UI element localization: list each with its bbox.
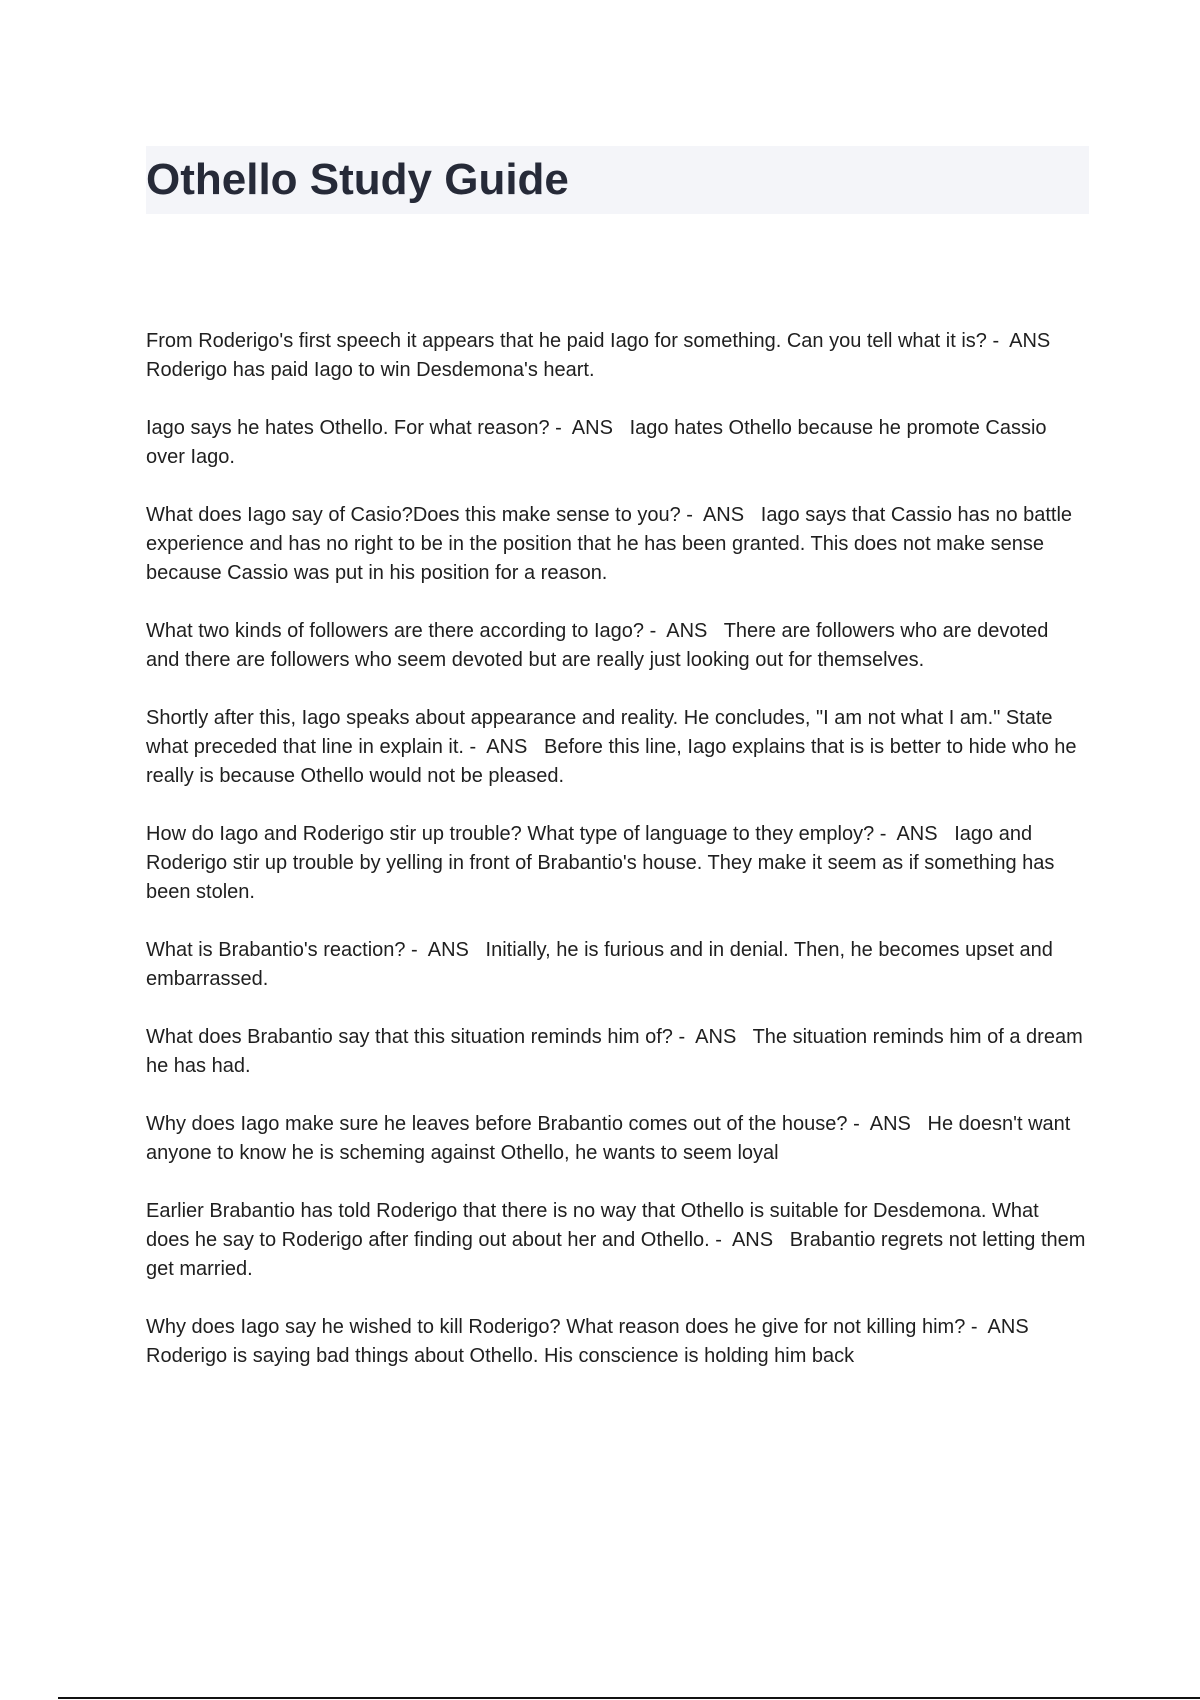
qa-item: What two kinds of followers are there according to Iago? - ANS There are followers who are devoted and there are followers who seem devoted but are really just looking out for themselves. <box>146 620 1054 671</box>
footer-divider <box>58 1697 1200 1699</box>
qa-item: Iago says he hates Othello. For what reason? - ANS Iago hates Othello because he promote Cassio over Iago. <box>146 417 1053 468</box>
qa-list <box>146 327 1092 1400</box>
qa-item: Why does Iago make sure he leaves before Brabantio comes out of the house? - ANS He doesn't want anyone to know he is scheming against Othello, he wants to seem loyal <box>146 1113 1076 1164</box>
page-title: Othello Study Guide <box>146 155 569 204</box>
qa-item: From Roderigo's first speech it appears that he paid Iago for something. Can you tell what it is? - ANS Roderigo has paid Iago to win Desdemona's heart. <box>146 330 1067 381</box>
qa-item: Why does Iago say he wished to kill Roderigo? What reason does he give for not killing him? - ANS Roderigo is saying bad things about Othello. His conscience is holding him back <box>146 1316 1046 1367</box>
qa-item: What does Iago say of Casio?Does this make sense to you? - ANS Iago says that Cassio has no battle experience and has no right to be in the position that he has been granted. This does not make sense because Cassio was put in his position for a reason. <box>146 504 1078 584</box>
qa-item: What is Brabantio's reaction? - ANS Initially, he is furious and in denial. Then, he becomes upset and embarrassed. <box>146 939 1059 990</box>
qa-item: What does Brabantio say that this situation reminds him of? - ANS The situation reminds him of a dream he has had. <box>146 1026 1089 1077</box>
qa-item: Earlier Brabantio has told Roderigo that there is no way that Othello is suitable for Desdemona. What does he say to Roderigo after finding out about her and Othello. - ANS Brabantio regrets not letting them get married. <box>146 1200 1092 1280</box>
qa-item: Shortly after this, Iago speaks about appearance and reality. He concludes, "I am not what I am." State what preceded that line in explain it. - ANS Before this line, Iago explains that is is better to hide who he really is because Othello would not be pleased. <box>146 707 1083 787</box>
title-banner <box>146 146 1089 214</box>
qa-item: How do Iago and Roderigo stir up trouble? What type of language to they employ? - ANS Iago and Roderigo stir up trouble by yelling in front of Brabantio's house. They make it seem as if something has been stolen. <box>146 823 1060 903</box>
